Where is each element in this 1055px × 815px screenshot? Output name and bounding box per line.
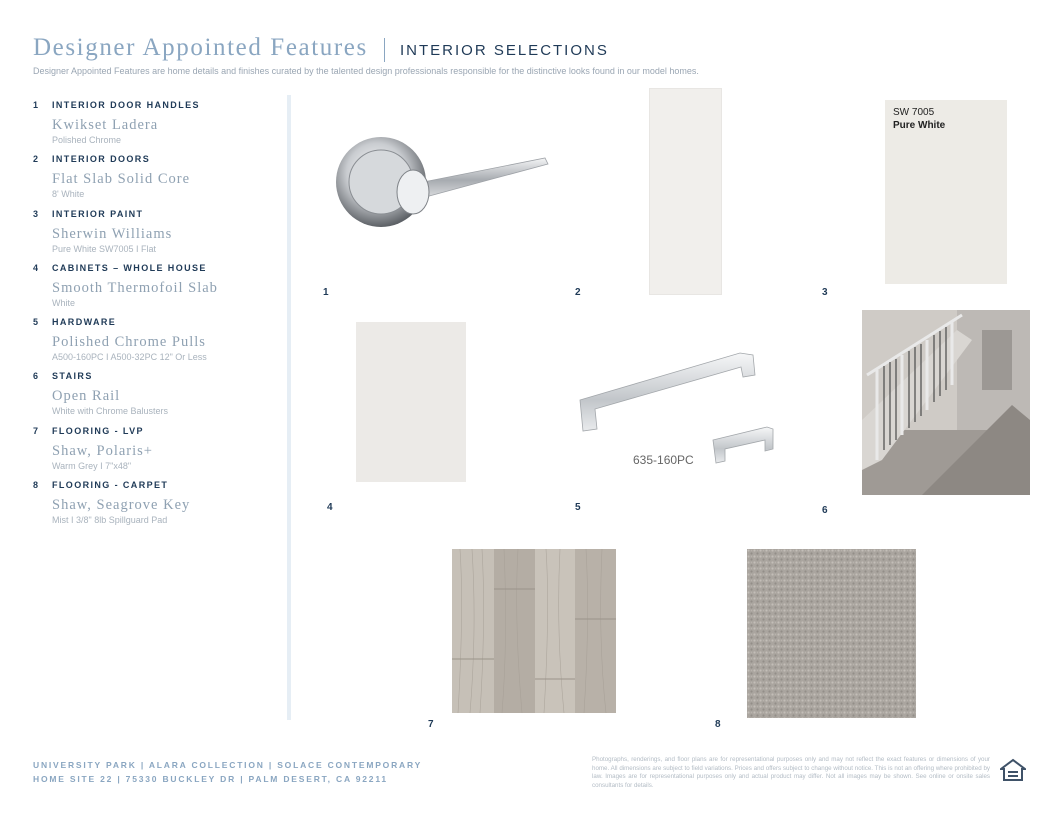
item-category: STAIRS: [52, 371, 93, 382]
swatch-caption: 2: [575, 287, 581, 298]
list-item: [33, 154, 283, 208]
item-category: FLOORING - CARPET: [52, 480, 169, 491]
item-number: 2: [33, 154, 39, 165]
item-detail: Mist I 3/8" 8lb Spillguard Pad: [52, 515, 168, 526]
item-category: CABINETS – WHOLE HOUSE: [52, 262, 207, 273]
item-detail: White: [52, 297, 76, 308]
item-detail: Warm Grey I 7"x48": [52, 460, 132, 471]
pull-model-code: 635-160PC: [633, 453, 694, 467]
item-category: FLOORING - LVP: [52, 425, 144, 436]
swatch-caption: 4: [327, 502, 333, 513]
swatch-caption: 5: [575, 502, 581, 513]
item-category: INTERIOR DOOR HANDLES: [52, 100, 200, 110]
page-title: Designer Appointed Features: [33, 34, 368, 61]
list-item: [33, 100, 283, 154]
item-name: Flat Slab Solid Core: [52, 171, 191, 188]
item-detail: Polished Chrome: [52, 135, 122, 145]
item-name: Polished Chrome Pulls: [52, 334, 206, 351]
equal-housing-icon: [1000, 758, 1026, 784]
item-detail: White with Chrome Balusters: [52, 406, 169, 417]
title-divider: [384, 38, 385, 62]
item-number: 3: [33, 208, 39, 219]
legal-disclaimer: Photographs, renderings, and floor plans are for representational purposes only and may not reflect the exact features or dimensions of your home. All dimensions are subject to field variations. Prices and offers subject to change without notice. This is not an offering where prohibited by law. Images are for representational purposes only and actual product may differ. Not all images may be shown. See online or onsite sales consultants for details.: [592, 756, 990, 789]
item-name: Sherwin Williams: [52, 225, 173, 242]
paint-name: Pure White: [893, 120, 946, 131]
door-slab-swatch: [649, 88, 722, 295]
swatch-caption: 3: [822, 287, 828, 298]
swatch-caption: 1: [323, 287, 329, 298]
item-detail: 8' White: [52, 189, 85, 200]
paint-code: SW 7005: [893, 107, 935, 118]
column-divider: [287, 95, 291, 720]
cabinet-swatch: [356, 322, 466, 482]
list-item: [33, 371, 283, 425]
item-detail: A500-160PC I A500-32PC 12" Or Less: [52, 352, 207, 363]
lvp-flooring-swatch: [452, 549, 616, 713]
carpet-swatch: [747, 549, 916, 718]
item-name: Open Rail: [52, 388, 121, 405]
item-number: 6: [33, 371, 39, 382]
item-number: 8: [33, 480, 39, 491]
item-name: Shaw, Seagrove Key: [52, 497, 191, 514]
swatch-caption: 7: [428, 719, 434, 730]
item-category: HARDWARE: [52, 317, 117, 328]
item-name: Kwikset Ladera: [52, 117, 159, 133]
item-category: INTERIOR PAINT: [52, 208, 144, 219]
community-line: UNIVERSITY PARK | ALARA COLLECTION | SOLACE CONTEMPORARY: [33, 760, 423, 770]
page-subtitle: INTERIOR SELECTIONS: [400, 42, 609, 59]
selections-list: [33, 100, 283, 534]
item-number: 7: [33, 425, 39, 436]
address-line: HOME SITE 22 | 75330 BUCKLEY DR | PALM DESERT, CA 92211: [33, 774, 388, 784]
swatch-caption: 6: [822, 505, 828, 516]
item-number: 4: [33, 262, 39, 273]
item-name: Shaw, Polaris+: [52, 442, 153, 459]
list-item: [33, 263, 283, 317]
list-item: [33, 317, 283, 371]
item-category: INTERIOR DOORS: [52, 154, 151, 165]
list-item: [33, 426, 283, 480]
item-number: 5: [33, 317, 39, 328]
swatch-caption: 8: [715, 719, 721, 730]
list-item: [33, 480, 283, 534]
door-handle-image: [333, 120, 553, 235]
list-item: [33, 209, 283, 263]
page-description: Designer Appointed Features are home details and finishes curated by the talented design professionals responsible for the distinctive looks found in our model homes.: [33, 66, 699, 76]
item-detail: Pure White SW7005 I Flat: [52, 243, 157, 254]
stair-rail-photo: [862, 310, 1030, 495]
item-name: Smooth Thermofoil Slab: [52, 279, 218, 296]
item-number: 1: [33, 100, 39, 110]
